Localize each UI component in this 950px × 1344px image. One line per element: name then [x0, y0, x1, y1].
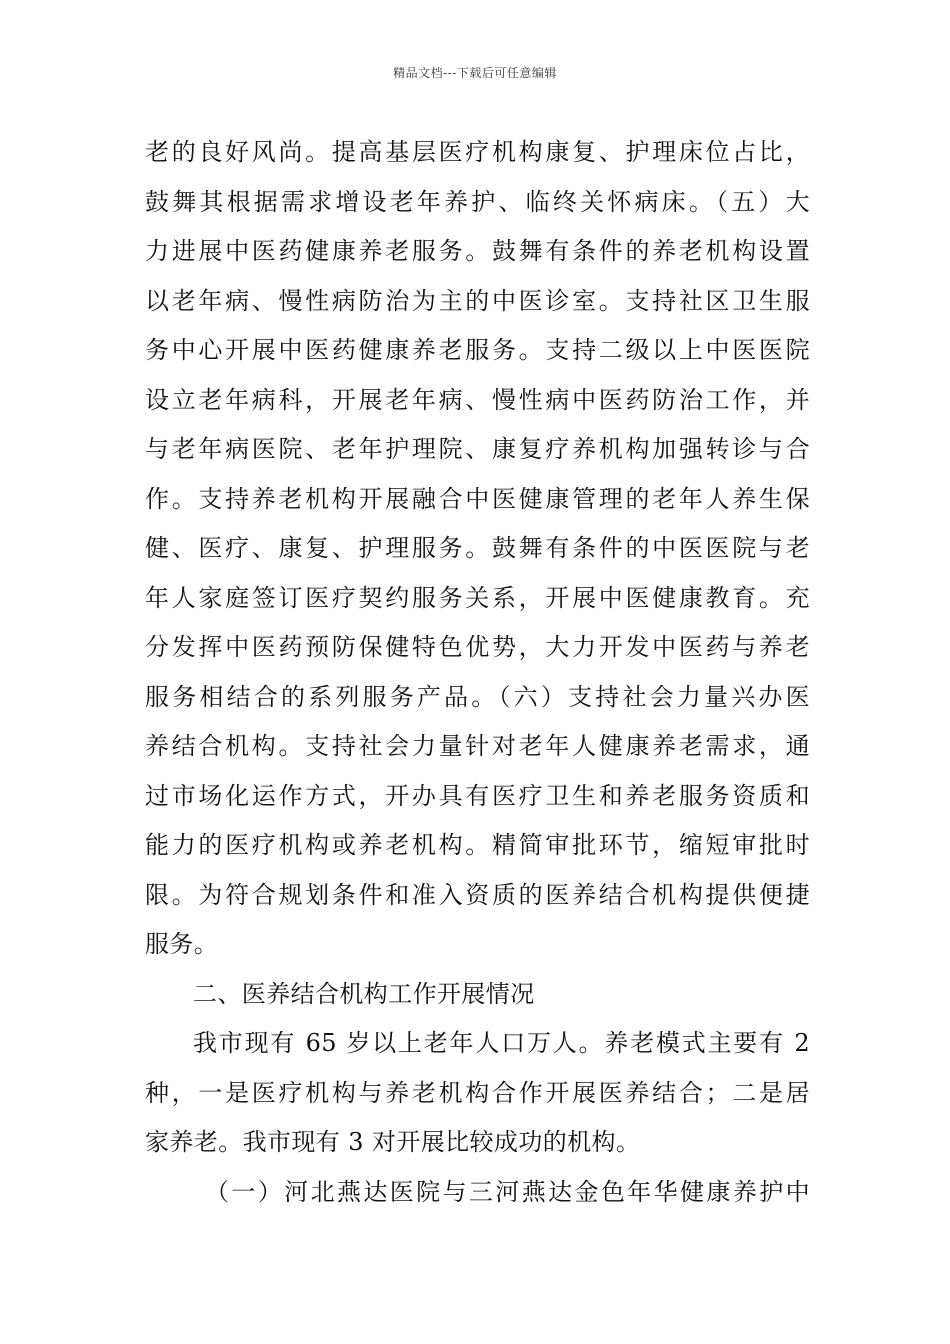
body-line: 限。为符合规划条件和准入资质的医养结合机构提供便捷 — [145, 880, 810, 909]
body-line: 力进展中医药健康养老服务。鼓舞有条件的养老机构设置 — [145, 237, 810, 265]
body-line: 种，一是医疗机构与养老机构合作开展医养结合；二是居 — [145, 1078, 810, 1107]
body-line: 服务。 — [145, 930, 219, 958]
body-line: 分发挥中医药预防保健特色优势，大力开发中医药与养老 — [145, 633, 810, 661]
body-line: 我市现有 65 岁以上老年人口万人。养老模式主要有 2 — [193, 1029, 810, 1057]
body-line: 服务相结合的系列服务产品。（六）支持社会力量兴办医 — [145, 682, 810, 711]
body-line: 家养老。我市现有 3 对开展比较成功的机构。 — [145, 1128, 641, 1156]
body-line: 鼓舞其根据需求增设老年养护、临终关怀病床。（五）大 — [145, 187, 810, 216]
page-header: 精品文档---下载后可任意编辑 — [393, 66, 557, 80]
body-line: 健、医疗、康复、护理服务。鼓舞有条件的中医医院与老 — [145, 534, 810, 562]
section-heading: 二、医养结合机构工作开展情况 — [193, 979, 535, 1008]
body-line: 设立老年病科，开展老年病、慢性病中医药防治工作，并 — [145, 385, 810, 414]
body-line: 年人家庭签订医疗契约服务关系，开展中医健康教育。充 — [145, 583, 810, 612]
subsection-heading: （一）河北燕达医院与三河燕达金色年华健康养护中 — [205, 1177, 810, 1206]
document-body — [145, 128, 810, 1217]
body-line: 养结合机构。支持社会力量针对老年人健康养老需求，通 — [145, 732, 810, 760]
body-line: 与老年病医院、老年护理院、康复疗养机构加强转诊与合 — [145, 435, 810, 463]
body-line: 过市场化运作方式，开办具有医疗卫生和养老服务资质和 — [145, 781, 810, 810]
body-line: 能力的医疗机构或养老机构。精简审批环节，缩短审批时 — [145, 831, 810, 859]
body-line: 老的良好风尚。提高基层医疗机构康复、护理床位占比， — [145, 138, 810, 166]
body-line: 作。支持养老机构开展融合中医健康管理的老年人养生保 — [145, 484, 810, 513]
body-line: 务中心开展中医药健康养老服务。支持二级以上中医医院 — [145, 336, 810, 364]
body-line: 以老年病、慢性病防治为主的中医诊室。支持社区卫生服 — [145, 286, 810, 315]
